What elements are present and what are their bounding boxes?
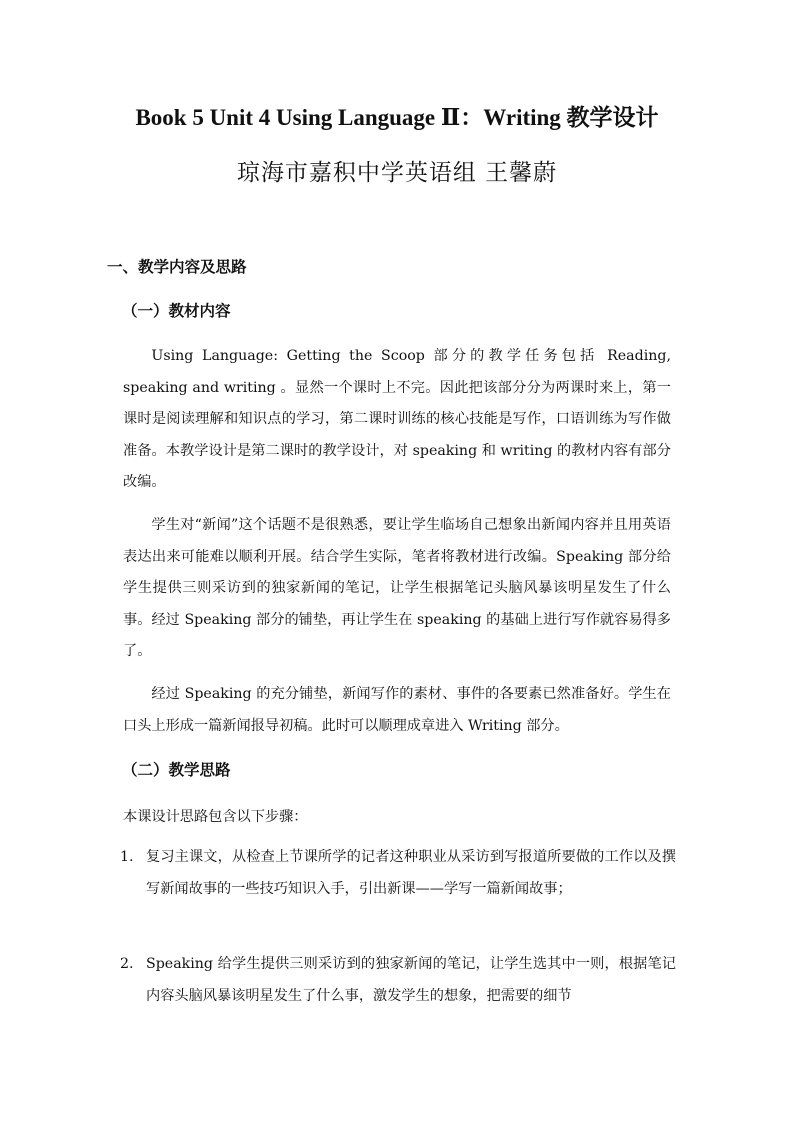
list-item: [120, 842, 676, 905]
section-heading: 一、教学内容及思路: [107, 257, 247, 276]
paragraph: Using Language: Getting the Scoop 部分的教学任务包括 Reading, speaking and writing 。显然一个课时上不完。因此把该部分分为两课时来上，第一课时是阅读理解和知识点的学习，第二课时训练的核心技能是写作，口语训练为写作做准备。本教学设计是第二课时的教学设计，对 speaking 和 writing 的教材内容有部分改编。: [123, 348, 671, 490]
author-line: 琼海市嘉积中学英语组 王馨蔚: [236, 160, 558, 186]
steps-intro: 本课设计思路包含以下步骤：: [123, 809, 308, 825]
list-item-text: 复习主课文，从检查上节课所学的记者这种职业从采访到写报道所要做的工作以及撰写新闻故事的一些技巧知识入手，引出新课——学写一篇新闻故事；: [146, 849, 676, 897]
list-item: [120, 949, 676, 1012]
paragraph: 学生对“新闻”这个话题不是很熟悉，要让学生临场自己想象出新闻内容并且用英语表达出来可能难以顺利开展。结合学生实际，笔者将教材进行改编。Speaking 部分给学生提供三则采访到的独家新闻的笔记，让学生根据笔记头脑风暴该明星发生了什么事。经过 Speaking 部分的铺垫，再让学生在 speaking 的基础上进行写作就容易得多了。: [123, 517, 671, 659]
paragraph: 经过 Speaking 的充分铺垫，新闻写作的素材、事件的各要素已然准备好。学生在口头上形成一篇新闻报导初稿。此时可以顺理成章进入 Writing 部分。: [123, 686, 671, 734]
list-item-text: Speaking 给学生提供三则采访到的独家新闻的笔记，让学生选其中一则，根据笔记内容头脑风暴该明星发生了什么事，激发学生的想象，把需要的细节: [146, 956, 676, 1004]
subsection-heading-materials: （一）教材内容: [122, 301, 231, 320]
list-item-number: 2.: [120, 956, 134, 972]
list-item-number: 1.: [120, 849, 134, 865]
subsection-heading-approach: （二）教学思路: [122, 760, 231, 779]
document-title: Book 5 Unit 4 Using Language Ⅱ：Writing 教学设计: [135, 105, 659, 130]
